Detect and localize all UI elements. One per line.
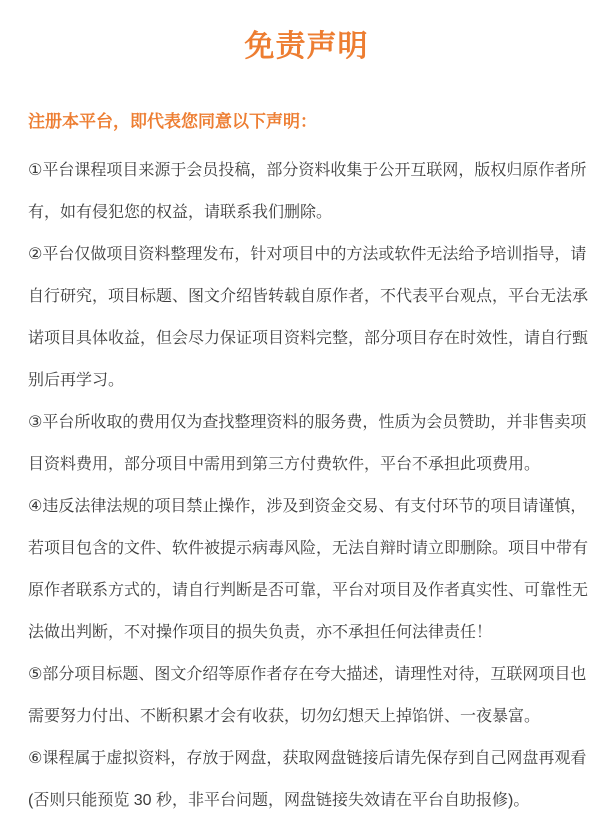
paragraph-line: 诺项目具体收益，但会尽力保证项目资料完整，部分项目存在时效性，请自行甄 (28, 330, 589, 347)
paragraph-line: 别后再学习。 (28, 372, 125, 389)
paragraph-line: 法做出判断，不对操作项目的损失负责，亦不承担任何法律责任！ (28, 624, 493, 641)
paragraph-line: ⑥课程属于虚拟资料，存放于网盘，获取网盘链接后请先保存到自己网盘再观看 (28, 750, 587, 767)
disclaimer-paragraph (28, 486, 589, 654)
disclaimer-paragraph (28, 402, 585, 486)
paragraph-line: ②平台仅做项目资料整理发布，针对项目中的方法或软件无法给予培训指导，请 (28, 246, 587, 263)
disclaimer-paragraph (28, 150, 585, 234)
paragraph-line: 目资料费用，部分项目中需用到第三方付费软件，平台不承担此项费用。 (28, 456, 541, 473)
paragraph-line: ①平台课程项目来源于会员投稿，部分资料收集于公开互联网，版权归原作者所 (28, 162, 587, 179)
paragraph-line: ⑤部分项目标题、图文介绍等原作者存在夸大描述，请理性对待，互联网项目也 (28, 666, 587, 683)
disclaimer-paragraphs (28, 150, 589, 822)
disclaimer-paragraph (28, 234, 589, 402)
paragraph-line: 若项目包含的文件、软件被提示病毒风险，无法自辩时请立即删除。项目中带有 (28, 540, 589, 557)
paragraph-line: 有，如有侵犯您的权益，请联系我们删除。 (28, 204, 333, 221)
disclaimer-paragraph (28, 738, 585, 822)
disclaimer-paragraph (28, 654, 585, 738)
page-title: 免责声明 (244, 30, 369, 63)
paragraph-line: (否则只能预览 30 秒，非平台问题，网盘链接失效请在平台自助报修)。 (28, 792, 530, 809)
paragraph-line: 原作者联系方式的，请自行判断是否可靠，平台对项目及作者真实性、可靠性无 (28, 582, 589, 599)
paragraph-line: 需要努力付出、不断积累才会有收获，切勿幻想天上掉馅饼、一夜暴富。 (28, 708, 541, 725)
paragraph-line: ④违反法律法规的项目禁止操作，涉及到资金交易、有支付环节的项目请谨慎， (28, 498, 587, 515)
paragraph-line: ③平台所收取的费用仅为查找整理资料的服务费，性质为会员赞助，并非售卖项 (28, 414, 587, 431)
intro-statement: 注册本平台，即代表您同意以下声明： (28, 112, 317, 131)
paragraph-line: 自行研究，项目标题、图文介绍皆转载自原作者，不代表平台观点，平台无法承 (28, 288, 589, 305)
